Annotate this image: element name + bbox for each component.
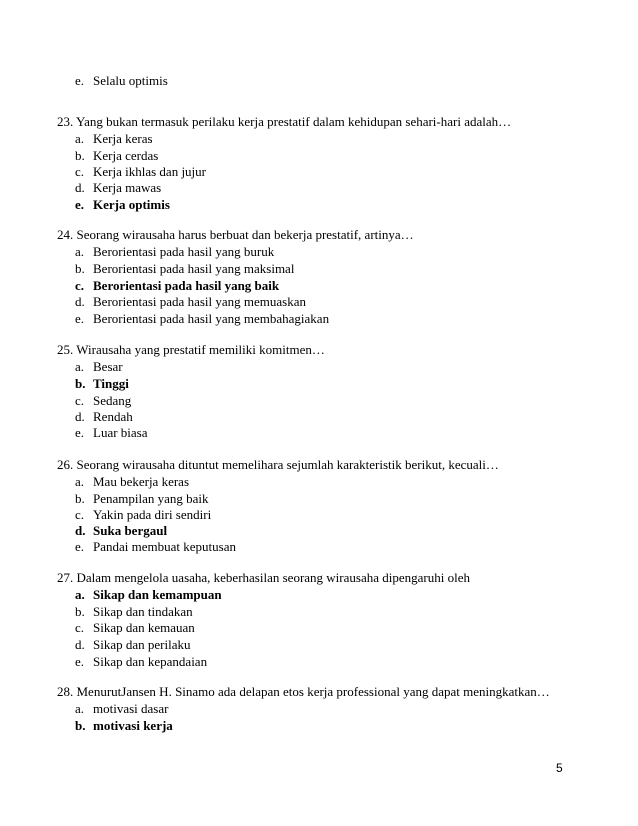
option-letter: d. (75, 523, 86, 538)
answer-option (75, 359, 123, 375)
answer-option (75, 409, 133, 425)
option-letter: e. (75, 539, 85, 554)
answer-option-correct (75, 376, 129, 392)
option-letter: d. (75, 180, 85, 195)
answer-option (75, 131, 153, 147)
answer-option-correct (75, 278, 279, 294)
option-text: Selalu optimis (93, 73, 168, 88)
answer-option-correct (75, 523, 167, 539)
option-text: Pandai membuat keputusan (93, 539, 236, 554)
option-text: Mau bekerja keras (93, 474, 190, 489)
option-text: Berorientasi pada hasil yang buruk (93, 244, 275, 259)
question-text: 23. Yang bukan termasuk perilaku kerja prestatif dalam kehidupan sehari-hari adalah… (57, 114, 512, 129)
question-text: 26. Seorang wirausaha dituntut memelihara sejumlah karakteristik berikut, kecuali… (57, 457, 499, 472)
answer-option (75, 539, 236, 555)
option-text: motivasi dasar (93, 701, 169, 716)
option-letter: a. (75, 474, 85, 489)
option-text: Kerja keras (93, 131, 153, 146)
question-text: 27. Dalam mengelola uasaha, keberhasilan seorang wirausaha dipengaruhi oleh (57, 570, 470, 585)
option-letter: a. (75, 244, 85, 259)
option-text: Berorientasi pada hasil yang baik (93, 278, 280, 293)
page-number: 5 (556, 761, 563, 775)
option-letter: c. (75, 393, 85, 408)
question-text: 25. Wirausaha yang prestatif memiliki komitmen… (57, 342, 325, 357)
option-letter: a. (75, 587, 85, 602)
answer-option (75, 261, 294, 277)
option-letter: d. (75, 637, 85, 652)
option-text: Luar biasa (93, 425, 148, 440)
option-text: Sikap dan tindakan (93, 604, 193, 619)
option-text: Besar (93, 359, 123, 374)
option-text: Kerja ikhlas dan jujur (93, 164, 206, 179)
option-text: Sikap dan kemampuan (93, 587, 222, 602)
answer-option (75, 393, 131, 409)
option-letter: e. (75, 654, 85, 669)
option-letter: c. (75, 164, 85, 179)
option-text: Kerja cerdas (93, 148, 159, 163)
option-letter: d. (75, 294, 85, 309)
answer-option (75, 425, 148, 441)
option-letter: a. (75, 701, 85, 716)
option-text: motivasi kerja (93, 718, 173, 733)
question-text: 24. Seorang wirausaha harus berbuat dan bekerja prestatif, artinya… (57, 227, 414, 242)
option-letter: e. (75, 425, 85, 440)
option-text: Berorientasi pada hasil yang memuaskan (93, 294, 306, 309)
answer-option (75, 311, 329, 327)
option-text: Sikap dan kemauan (93, 620, 195, 635)
answer-option (75, 294, 306, 310)
question-text: 28. MenurutJansen H. Sinamo ada delapan etos kerja professional yang dapat meningkatkan… (57, 684, 550, 699)
option-letter: a. (75, 359, 85, 374)
option-letter: c. (75, 620, 85, 635)
option-text: Sikap dan kepandaian (93, 654, 208, 669)
answer-option (75, 244, 274, 260)
answer-option (75, 620, 195, 636)
option-letter: b. (75, 604, 85, 619)
option-text: Rendah (93, 409, 133, 424)
option-letter: d. (75, 409, 85, 424)
answer-option (75, 637, 190, 653)
option-letter: e. (75, 73, 85, 88)
answer-option (75, 73, 168, 89)
option-text: Tinggi (93, 376, 129, 391)
answer-option (75, 701, 168, 717)
answer-option (75, 474, 189, 490)
option-text: Sikap dan perilaku (93, 637, 191, 652)
answer-option (75, 654, 207, 670)
answer-option (75, 604, 193, 620)
option-letter: a. (75, 131, 85, 146)
option-letter: b. (75, 718, 86, 733)
option-text: Berorientasi pada hasil yang maksimal (93, 261, 295, 276)
option-letter: b. (75, 491, 85, 506)
option-letter: b. (75, 148, 85, 163)
option-text: Suka bergaul (93, 523, 168, 538)
answer-option (75, 148, 158, 164)
option-letter: b. (75, 376, 86, 391)
answer-option (75, 507, 211, 523)
option-text: Kerja mawas (93, 180, 162, 195)
option-text: Penampilan yang baik (93, 491, 209, 506)
option-text: Kerja optimis (93, 197, 170, 212)
option-letter: c. (75, 507, 85, 522)
option-text: Berorientasi pada hasil yang membahagiakan (93, 311, 330, 326)
option-letter: c. (75, 278, 85, 293)
option-text: Sedang (93, 393, 132, 408)
answer-option (75, 180, 161, 196)
option-letter: e. (75, 197, 85, 212)
answer-option (75, 164, 206, 180)
answer-option (75, 491, 209, 507)
answer-option-correct (75, 587, 222, 603)
option-letter: b. (75, 261, 85, 276)
option-letter: e. (75, 311, 85, 326)
option-text: Yakin pada diri sendiri (93, 507, 212, 522)
answer-option-correct (75, 197, 170, 213)
answer-option-correct (75, 718, 173, 734)
